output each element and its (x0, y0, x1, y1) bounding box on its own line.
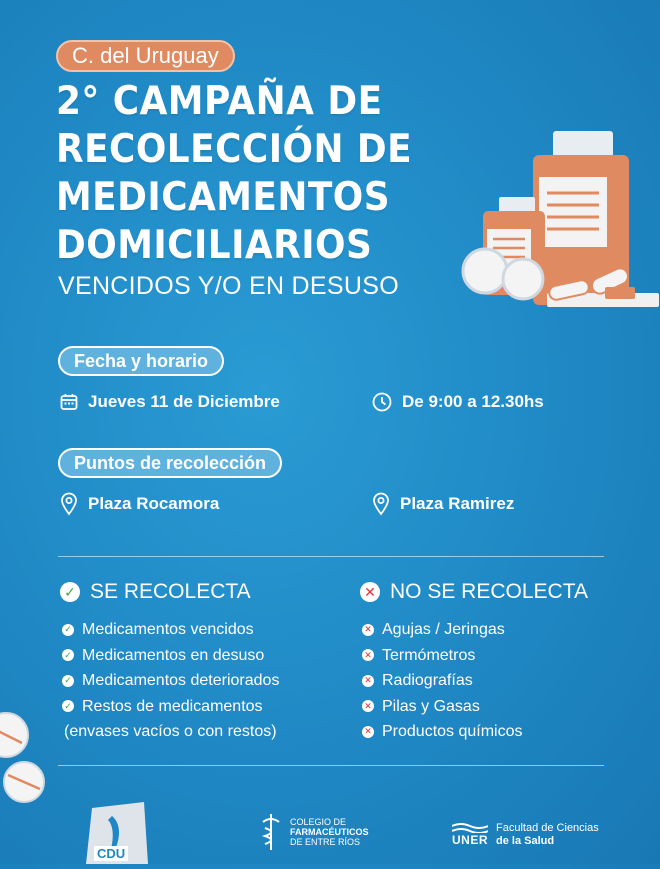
colegio-logo (258, 812, 369, 852)
date-info (60, 392, 280, 412)
divider-top (58, 556, 604, 557)
list-item (62, 668, 279, 694)
location-pin-icon (372, 492, 390, 516)
collected-note: (envases vacíos o con restos) (64, 723, 277, 740)
check-circle-icon: ✓ (60, 582, 80, 602)
check-icon: ✓ (62, 700, 74, 712)
time-info (372, 392, 544, 412)
pill-round-2 (503, 259, 543, 299)
facultad-line-1: Facultad de Ciencias (496, 822, 599, 834)
title-line-2: RECOLECCIÓN DE (56, 127, 413, 172)
x-icon: ✕ (362, 675, 374, 687)
x-icon: ✕ (362, 700, 374, 712)
not-collected-list (362, 617, 523, 745)
list-item-label: Restos de medicamentos (82, 697, 263, 715)
place-1-text: Plaza Rocamora (88, 494, 220, 513)
colegio-text (290, 817, 369, 847)
subtitle: VENCIDOS Y/O EN DESUSO (58, 272, 399, 300)
title-line-1: 2° CAMPAÑA DE (56, 79, 383, 124)
collected-heading-text: SE RECOLECTA (90, 580, 251, 603)
x-icon: ✕ (362, 649, 374, 661)
city-badge: C. del Uruguay (56, 40, 235, 72)
uner-logo (452, 822, 599, 848)
collected-heading (60, 580, 251, 604)
colegio-line-1: COLEGIO DE (290, 817, 347, 827)
date-text: Jueves 11 de Diciembre (88, 392, 280, 411)
list-item (62, 694, 279, 720)
time-text: De 9:00 a 12.30hs (402, 392, 544, 411)
caduceus-icon (258, 812, 284, 852)
not-collected-heading-text: NO SE RECOLECTA (390, 580, 588, 603)
list-item-label: Pilas y Gasas (382, 697, 480, 715)
list-item-label: Medicamentos en desuso (82, 646, 265, 664)
list-item-label: Medicamentos deteriorados (82, 672, 280, 689)
list-item (362, 719, 523, 745)
schedule-heading: Fecha y horario (58, 346, 224, 376)
facultad-text (496, 822, 599, 848)
waves-icon (452, 823, 488, 833)
x-icon: ✕ (362, 624, 374, 636)
calendar-icon (60, 393, 78, 411)
x-circle-icon: ✕ (360, 582, 380, 602)
medicine-illustration (455, 125, 660, 315)
divider-bottom (58, 765, 604, 766)
colegio-line-3: DE ENTRE RÍOS (290, 837, 361, 847)
check-icon: ✓ (62, 624, 74, 636)
list-item-label: Agujas / Jeringas (382, 621, 505, 638)
list-item-label: Radiografías (382, 672, 473, 689)
cdu-label: CDU (94, 846, 128, 861)
list-item (62, 617, 279, 643)
bottle-cap-small (499, 197, 535, 213)
list-item-label: Productos químicos (382, 723, 523, 740)
place-2 (372, 492, 514, 516)
uner-label: UNER (452, 833, 489, 847)
list-item-label: Medicamentos vencidos (82, 621, 254, 638)
pill-round-1 (463, 249, 507, 293)
place-2-text: Plaza Ramirez (400, 494, 515, 513)
list-item (362, 694, 523, 720)
pills-decoration (0, 705, 50, 805)
facultad-line-2: de la Salud (496, 835, 555, 847)
check-icon: ✓ (62, 649, 74, 661)
list-item (62, 643, 279, 669)
list-item (362, 643, 523, 669)
location-pin-icon (60, 492, 78, 516)
colegio-line-2: FARMACÉUTICOS (290, 827, 369, 837)
title-line-4: DOMICILIARIOS (56, 223, 373, 268)
list-item-label: Termómetros (382, 646, 476, 664)
place-1 (60, 492, 219, 516)
list-item (362, 668, 523, 694)
x-icon: ✕ (362, 726, 374, 738)
uner-mark (452, 823, 488, 847)
collected-list (62, 617, 279, 745)
list-item (362, 617, 523, 643)
title-line-3: MEDICAMENTOS (56, 175, 391, 220)
clock-icon (372, 392, 392, 412)
bottle-cap-large (553, 131, 613, 159)
bottle-label-large (539, 177, 607, 247)
not-collected-heading (360, 580, 588, 604)
page-title (56, 78, 424, 270)
points-heading: Puntos de recolección (58, 448, 282, 478)
cdu-logo (82, 796, 152, 864)
check-icon: ✓ (62, 675, 74, 687)
